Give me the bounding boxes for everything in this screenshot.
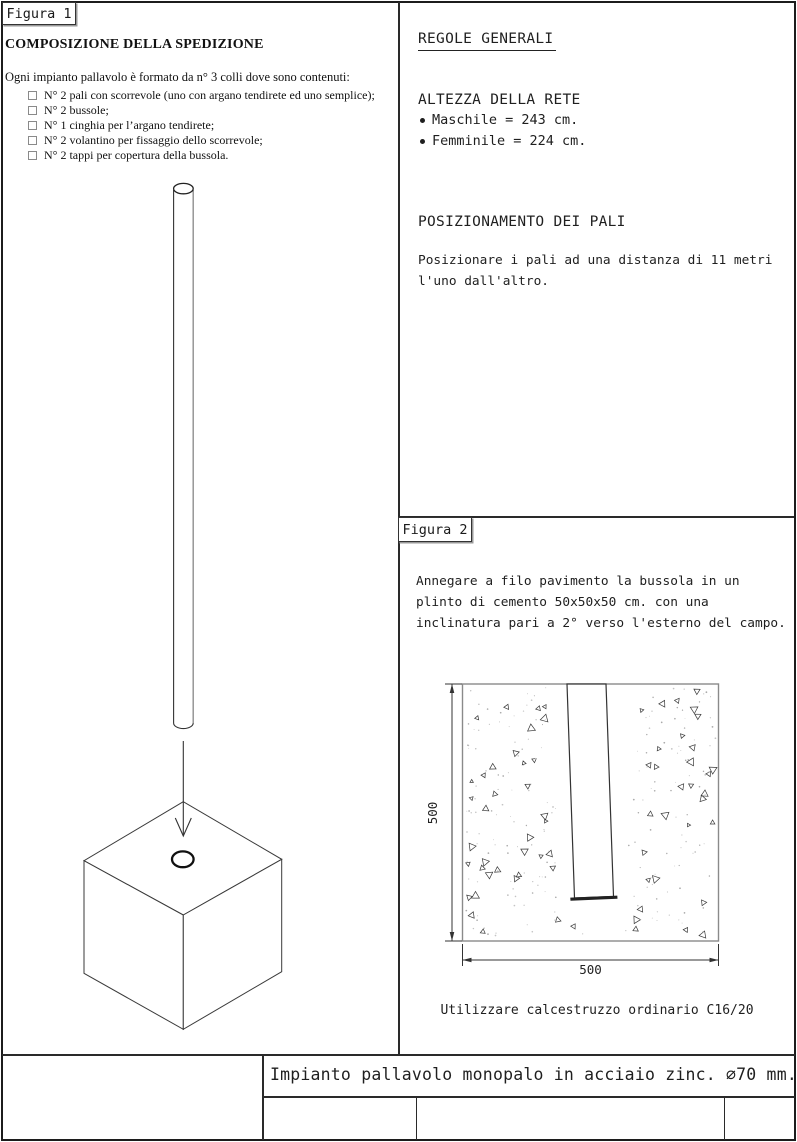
positioning-line1: Posizionare i pali ad una distanza di 11 metri <box>418 253 773 268</box>
positioning-heading: POSIZIONAMENTO DEI PALI <box>418 214 626 230</box>
square-bullet-icon <box>28 91 37 100</box>
figure2-line3: inclinatura pari a 2° verso l'esterno del campo. <box>416 616 786 631</box>
square-bullet-icon <box>28 106 37 115</box>
plinth-section-drawing <box>410 660 797 990</box>
general-rules-heading: REGOLE GENERALI <box>418 31 556 51</box>
pole-top-ellipse <box>174 183 194 193</box>
figure1-label: Figura 1 <box>6 5 72 22</box>
figure1-label-box <box>2 2 76 25</box>
dim-arrow-left <box>463 958 472 963</box>
bullet-icon <box>420 139 425 144</box>
shipment-item: N° 2 pali con scorrevole (uno con argano tendirete ed uno semplice); <box>44 88 375 102</box>
concrete-note: Utilizzare calcestruzzo ordinario C16/20 <box>440 1003 754 1018</box>
dim-arrow-down <box>450 932 455 941</box>
net-height-female: Femminile = 224 cm. <box>432 133 587 149</box>
figure2-label: Figura 2 <box>402 521 468 538</box>
title-block-empty-cell-2 <box>417 1097 724 1140</box>
shipment-heading: COMPOSIZIONE DELLA SPEDIZIONE <box>5 37 264 52</box>
shipment-item: N° 2 volantino per fissaggio dello scorrevole; <box>44 133 263 147</box>
square-bullet-icon <box>28 121 37 130</box>
figure2-line2: plinto di cemento 50x50x50 cm. con una <box>416 595 709 610</box>
shipment-item: N° 2 tappi per copertura della bussola. <box>44 148 229 162</box>
title-block-empty-cell-3 <box>725 1097 795 1140</box>
title-block-title: Impianto pallavolo monopalo in acciaio zinc. ∅70 mm. <box>270 1065 797 1084</box>
shipment-intro: Ogni impianto pallavolo è formato da n° 3 colli dove sono contenuti: <box>5 70 350 84</box>
dim-arrow-up <box>450 684 455 693</box>
bullet-icon <box>420 118 425 123</box>
dim-arrow-right <box>710 958 719 963</box>
title-block-empty-left-cell <box>2 1054 262 1140</box>
pole-bottom-arc <box>174 723 194 729</box>
shipment-item: N° 1 cinghia per l’argano tendirete; <box>44 118 215 132</box>
pole-and-plinth-drawing <box>40 170 320 1050</box>
net-height-male: Maschile = 243 cm. <box>432 112 579 128</box>
shipment-item: N° 2 bussole; <box>44 103 109 117</box>
height-dimension <box>445 684 462 941</box>
title-block-empty-cell-1 <box>263 1097 416 1140</box>
width-dimension-label: 500 <box>579 962 602 977</box>
net-height-heading: ALTEZZA DELLA RETE <box>418 92 581 108</box>
bushing-hole <box>172 851 194 867</box>
square-bullet-icon <box>28 136 37 145</box>
figure2-label-box <box>398 517 472 542</box>
positioning-line2: l'uno dall'altro. <box>418 274 549 289</box>
bushing-tube <box>567 684 614 898</box>
height-dimension-label: 500 <box>425 801 440 825</box>
figure2-line1: Annegare a filo pavimento la bussola in un <box>416 574 740 589</box>
square-bullet-icon <box>28 151 37 160</box>
